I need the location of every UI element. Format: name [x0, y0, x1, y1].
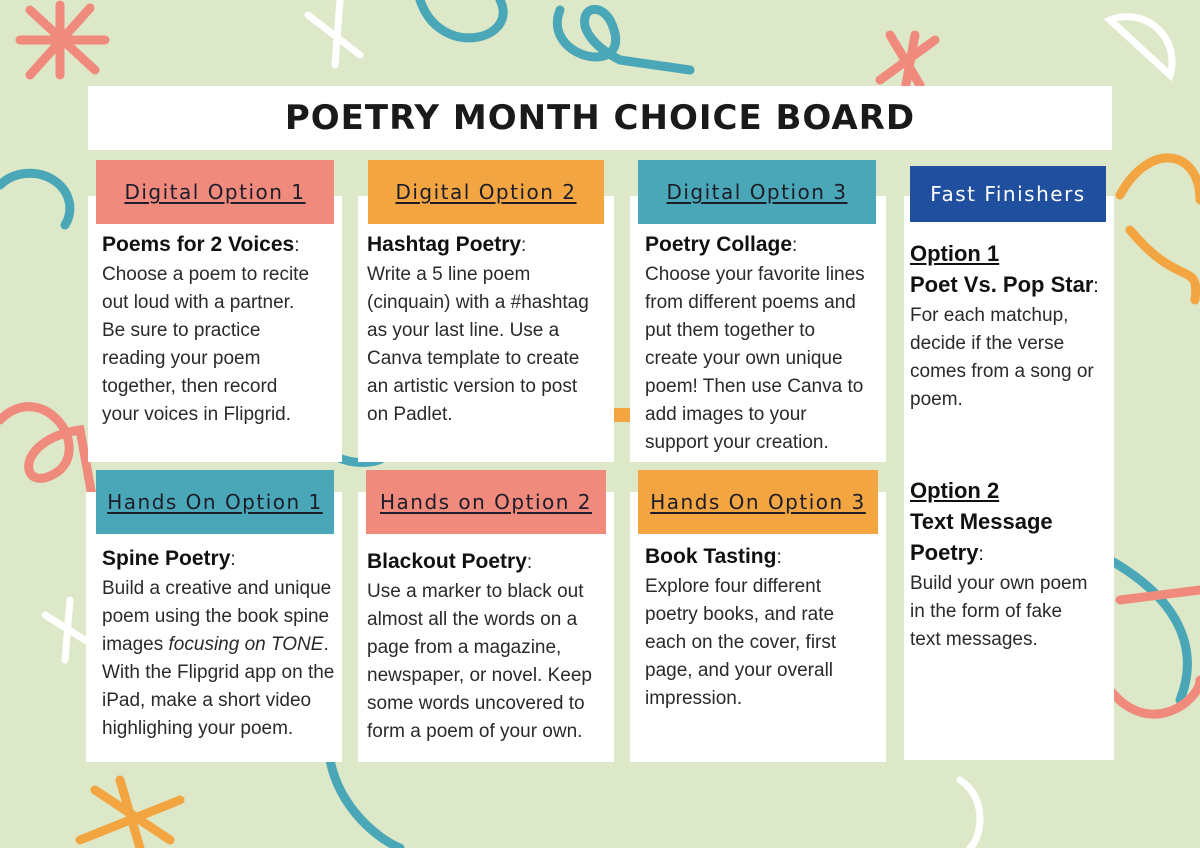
card-heading: Poetry Collage [645, 233, 793, 256]
card-body-ff: Option 1 Poet Vs. Pop Star: For each matchup, decide if the verse comes from a song or poem. [910, 238, 1110, 414]
card-line: Choose a poem to recite [102, 264, 310, 285]
card-line: With the Flipgrid app on the [102, 662, 335, 683]
card-heading: Hashtag Poetry [367, 233, 522, 256]
asterisk-doodle [20, 5, 105, 75]
card-line: support your creation. [645, 432, 829, 453]
card-line: decide if the verse [910, 333, 1065, 354]
tab-label: Digital Option 3 [666, 180, 848, 204]
title-bar [88, 86, 1112, 150]
option-2-label: Option 2 [910, 478, 1000, 503]
tab-digital-option-3[interactable] [638, 160, 876, 224]
card-line: on Padlet. [367, 404, 453, 425]
option-1-heading: Poet Vs. Pop Star [910, 272, 1094, 297]
tab-hands-on-option-1[interactable] [96, 470, 334, 534]
card-line: Use a marker to black out [367, 581, 584, 602]
card-line: poem! Then use Canva to [645, 376, 864, 397]
option-2-heading: Text Message [910, 509, 1053, 534]
card-heading: Book Tasting [645, 545, 777, 568]
card-line: reading your poem [102, 348, 261, 369]
card-line: highlighing your poem. [102, 718, 294, 739]
tab-label: Hands On Option 1 [107, 490, 323, 514]
card-line: Build a creative and unique [102, 578, 332, 599]
card-line: an artistic version to post [367, 376, 578, 397]
card-body-h1: Spine Poetry: Build a creative and unique poem using the book spine images focusing on TONE. With the Flipgrid app on the iPad, make a short video highlighing your poem. [102, 544, 342, 743]
tab-digital-option-2[interactable] [368, 160, 604, 224]
card-line: poem. [910, 389, 963, 410]
card-body-d3: Poetry Collage: Choose your favorite lines from different poems and put them together to create your own unique poem! Then use Canva to add images to your support your creation. [645, 230, 885, 457]
card-body-d2: Hashtag Poetry: Write a 5 line poem (cinquain) with a #hashtag as your last line. Use a Canva template to create an artistic version to post on Padlet. [367, 230, 612, 429]
tab-hands-on-option-2[interactable] [366, 470, 606, 534]
card-line: from different poems and [645, 292, 856, 313]
card-line: poem using the book spine [102, 606, 330, 627]
tab-label: Hands on Option 2 [379, 490, 593, 514]
card-line: form a poem of your own. [367, 721, 583, 742]
card-line: iPad, make a short video [102, 690, 312, 711]
card-line: create your own unique [645, 348, 843, 369]
card-line: put them together to [645, 320, 816, 341]
tab-label: Hands On Option 3 [650, 490, 866, 514]
card-line: For each matchup, [910, 305, 1069, 326]
card-line: in the form of fake [910, 601, 1063, 622]
tab-hands-on-option-3[interactable] [638, 470, 878, 534]
card-line: Choose your favorite lines [645, 264, 865, 285]
tab-digital-option-1[interactable] [96, 160, 334, 224]
tab-label: Digital Option 1 [124, 180, 306, 204]
card-heading: Poems for 2 Voices [102, 233, 295, 256]
option-2-heading-cont: Poetry [910, 540, 979, 565]
card-line: Build your own poem [910, 573, 1088, 594]
card-line: newspaper, or novel. Keep [367, 665, 592, 686]
card-line: Be sure to practice [102, 320, 261, 341]
card-line: images focusing on TONE. [102, 634, 329, 655]
card-line: as your last line. Use a [367, 320, 560, 341]
card-body-ff-2: Option 2 Text Message Poetry: Build your own poem in the form of fake text messages. [910, 475, 1110, 654]
card-line: Explore four different [645, 576, 822, 597]
card-line: each on the cover, first [645, 632, 837, 653]
card-line: page from a magazine, [367, 637, 562, 658]
card-body-h2: Blackout Poetry: Use a marker to black out almost all the words on a page from a magazine, newspaper, or novel. Keep some words uncovered to form a poem of your own. [367, 547, 612, 746]
card-line: out loud with a partner. [102, 292, 295, 313]
page-title: POETRY MONTH CHOICE BOARD [284, 98, 916, 138]
card-line: together, then record [102, 376, 278, 397]
card-line: poetry books, and rate [645, 604, 835, 625]
card-line: your voices in Flipgrid. [102, 404, 292, 425]
option-1-label: Option 1 [910, 241, 1000, 266]
card-line: (cinquain) with a #hashtag [367, 292, 589, 313]
card-line: comes from a song or [910, 361, 1094, 382]
card-line: some words uncovered to [367, 693, 585, 714]
card-line: page, and your overall [645, 660, 834, 681]
tab-label: Digital Option 2 [395, 180, 577, 204]
tab-label: Fast Finishers [930, 182, 1086, 206]
card-body-d1: Poems for 2 Voices: Choose a poem to recite out loud with a partner. Be sure to practice reading your poem together, then record your voices in Flipgrid. [102, 230, 342, 429]
tab-fast-finishers[interactable] [910, 166, 1106, 222]
card-line: Write a 5 line poem [367, 264, 531, 285]
card-line: add images to your [645, 404, 807, 425]
card-line: almost all the words on a [367, 609, 578, 630]
card-heading: Blackout Poetry [367, 550, 527, 573]
card-body-h3: Book Tasting: Explore four different poetry books, and rate each on the cover, first page, and your overall impression. [645, 542, 885, 713]
card-heading: Spine Poetry [102, 547, 231, 570]
card-line: text messages. [910, 629, 1038, 650]
card-line: impression. [645, 688, 743, 709]
card-line: Canva template to create [367, 348, 580, 369]
